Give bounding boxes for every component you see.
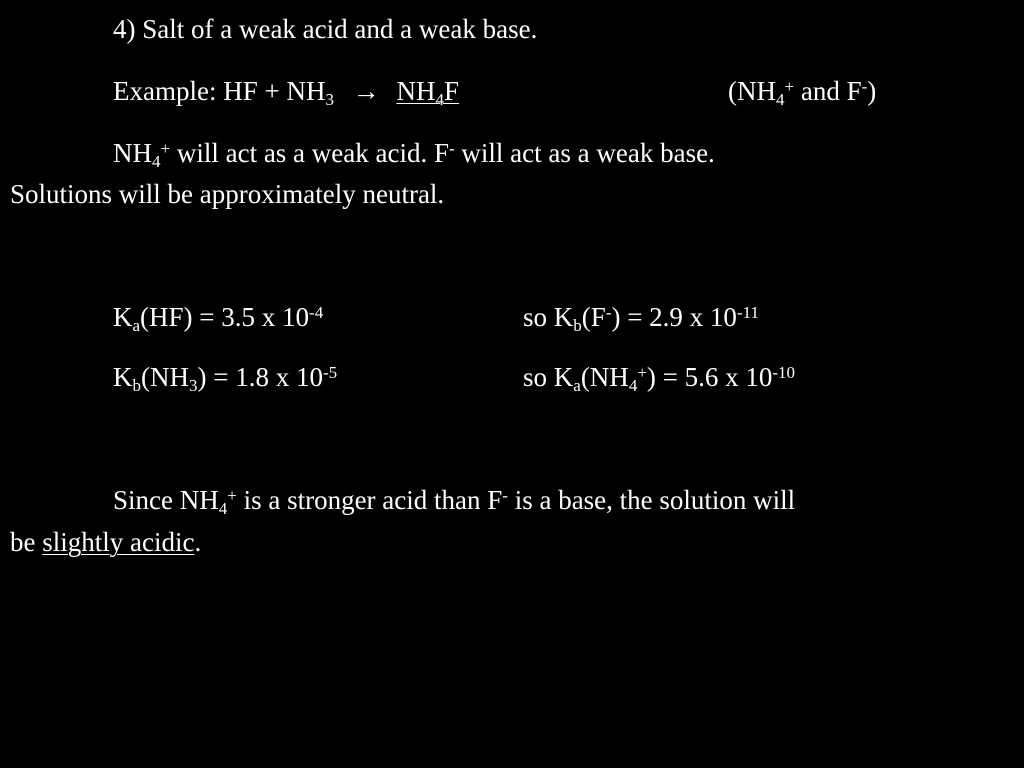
- slightly-acidic-emphasis: slightly acidic: [42, 527, 195, 557]
- behavior-line-1: $NH_4^+$ will act as a weak acid. F- will act as a weak base.: [113, 138, 715, 171]
- conclusion-line-1: Since $NH_4^+$ is a stronger acid than F- is a base, the solution will: [113, 485, 796, 518]
- example-reactants: Example: HF + NH: [113, 76, 326, 106]
- ka-nh4: so $K_a(NH_4^+) = 5.6$ x $10^{-10}$: [523, 362, 796, 395]
- nh3-subscript: 3: [325, 89, 334, 109]
- heading: [113, 16, 537, 43]
- example-product: $NH_4F$: [396, 76, 459, 109]
- heading-text: 4) Salt of a weak acid and a weak base.: [113, 14, 538, 44]
- conclusion-line-2: be slightly acidic.: [10, 527, 202, 557]
- kb-f: so $K_b(F^-) = 2.9$ x $10^{-11}$: [523, 302, 759, 335]
- ka-hf: $K_a(HF) = 3.5$ x $10^{-4}$: [113, 302, 324, 335]
- example-ions: ($NH_4^+$ and F-): [728, 76, 877, 109]
- example-line: [113, 76, 459, 109]
- kb-nh3: $K_b(NH_3) = 1.8$ x $10^{-5}$: [113, 362, 338, 395]
- reaction-arrow: →: [352, 76, 380, 106]
- behavior-line-2: Solutions will be approximately neutral.: [10, 179, 445, 209]
